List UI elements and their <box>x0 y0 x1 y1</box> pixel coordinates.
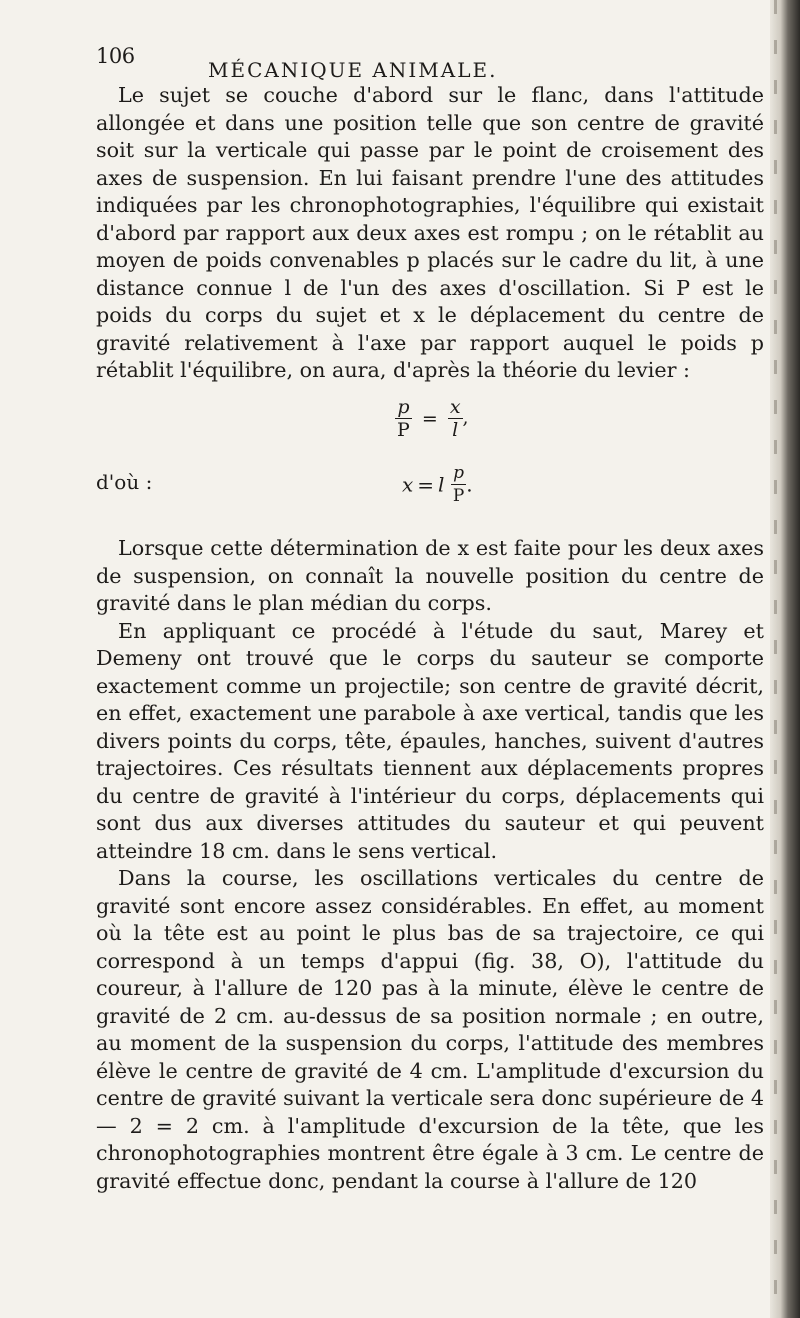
fraction-denominator: P <box>452 486 465 506</box>
equation-period: . <box>466 472 473 497</box>
running-title: MÉCANIQUE ANIMALE. <box>208 58 498 82</box>
fraction-p-over-P <box>395 396 412 441</box>
paragraph-jump-study: En appliquant ce procédé à l'étude du saut, Marey et Demeny ont trouvé que le corps du sauteur se comporte exactement comme un projectile; son centre de gravité décrit, en effet, exactement une parabole à axe vertical, tandis que les divers points du corps, tête, épaules, hanches, suivent d'autres trajectoires. Ces résultats tiennent aux déplacements propres du centre de gravité à l'intérieur du corps, déplacements qui sont dus aux diverses attitudes du sauteur et qui peuvent atteindre 18 cm. dans le sens vertical. <box>96 618 764 863</box>
fraction-numerator: p <box>395 396 412 419</box>
equation-coefficient: l <box>438 472 445 497</box>
displacement-expression <box>402 462 473 507</box>
fraction-numerator: p <box>451 462 466 485</box>
paragraph-lever-method: Le sujet se couche d'abord sur le flanc, dans l'attitude allongée et dans une position telle que son centre de gravité soit sur la verticale qui passe par le point de croisement des axes de suspension. En lui faisant prendre l'une des attitudes indiquées par les chronophotographies, l'équilibre qui existait d'abord par rapport aux deux axes est rompu ; on le rétablit au moyen de poids convenables p placés sur le cadre du lit, à une distance connue l de l'un des axes d'oscillation. Si P est le poids du corps du sujet et x le déplacement du centre de gravité relativement à l'axe par rapport auquel le poids p rétablit l'équilibre, on aura, d'après la théorie du levier : <box>96 83 764 382</box>
fraction-x-over-l <box>448 396 463 441</box>
fraction-p-over-P <box>451 462 466 507</box>
page-header <box>96 44 746 82</box>
equals-sign: = <box>421 407 438 430</box>
fraction-numerator: x <box>449 396 461 418</box>
fraction-denominator: P <box>397 419 410 441</box>
body-text-bottom <box>96 535 764 1195</box>
page-binding-edge <box>770 0 800 1318</box>
dou-label: d'où : <box>96 470 153 494</box>
lever-equation <box>395 396 469 441</box>
page-number: 106 <box>96 44 135 68</box>
fraction-denominator: l <box>452 419 459 441</box>
paragraph-determination: Lorsque cette détermination de x est faite pour les deux axes de suspension, on connaît la nouvelle position du centre de gravité dans le plan médian du corps. <box>96 536 764 615</box>
equation-lhs: x <box>402 472 414 497</box>
equation-comma: , <box>462 406 469 429</box>
equals-sign: = <box>417 472 435 497</box>
paragraph-running: Dans la course, les oscillations verticales du centre de gravité sont encore assez considérables. En effet, au moment où la tête est au point le plus bas de sa trajectoire, ce qui correspond à un temps d'appui (fig. 38, O), l'attitude du coureur, à l'allure de 120 pas à la minute, élève le centre de gravité de 2 cm. au-dessus de sa position normale ; en outre, au moment de la suspension du corps, l'attitude des membres élève le centre de gravité de 4 cm. L'amplitude d'excursion du centre de gravité suivant la verticale sera donc supérieure de 4 — 2 = 2 cm. à l'amplitude d'excursion de la tête, que les chronophotographies montrent être égale à 3 cm. Le centre de gravité effectue donc, pendant la course à l'allure de 120 <box>96 866 764 1193</box>
displacement-equation <box>96 462 596 512</box>
body-text-top <box>96 82 764 385</box>
